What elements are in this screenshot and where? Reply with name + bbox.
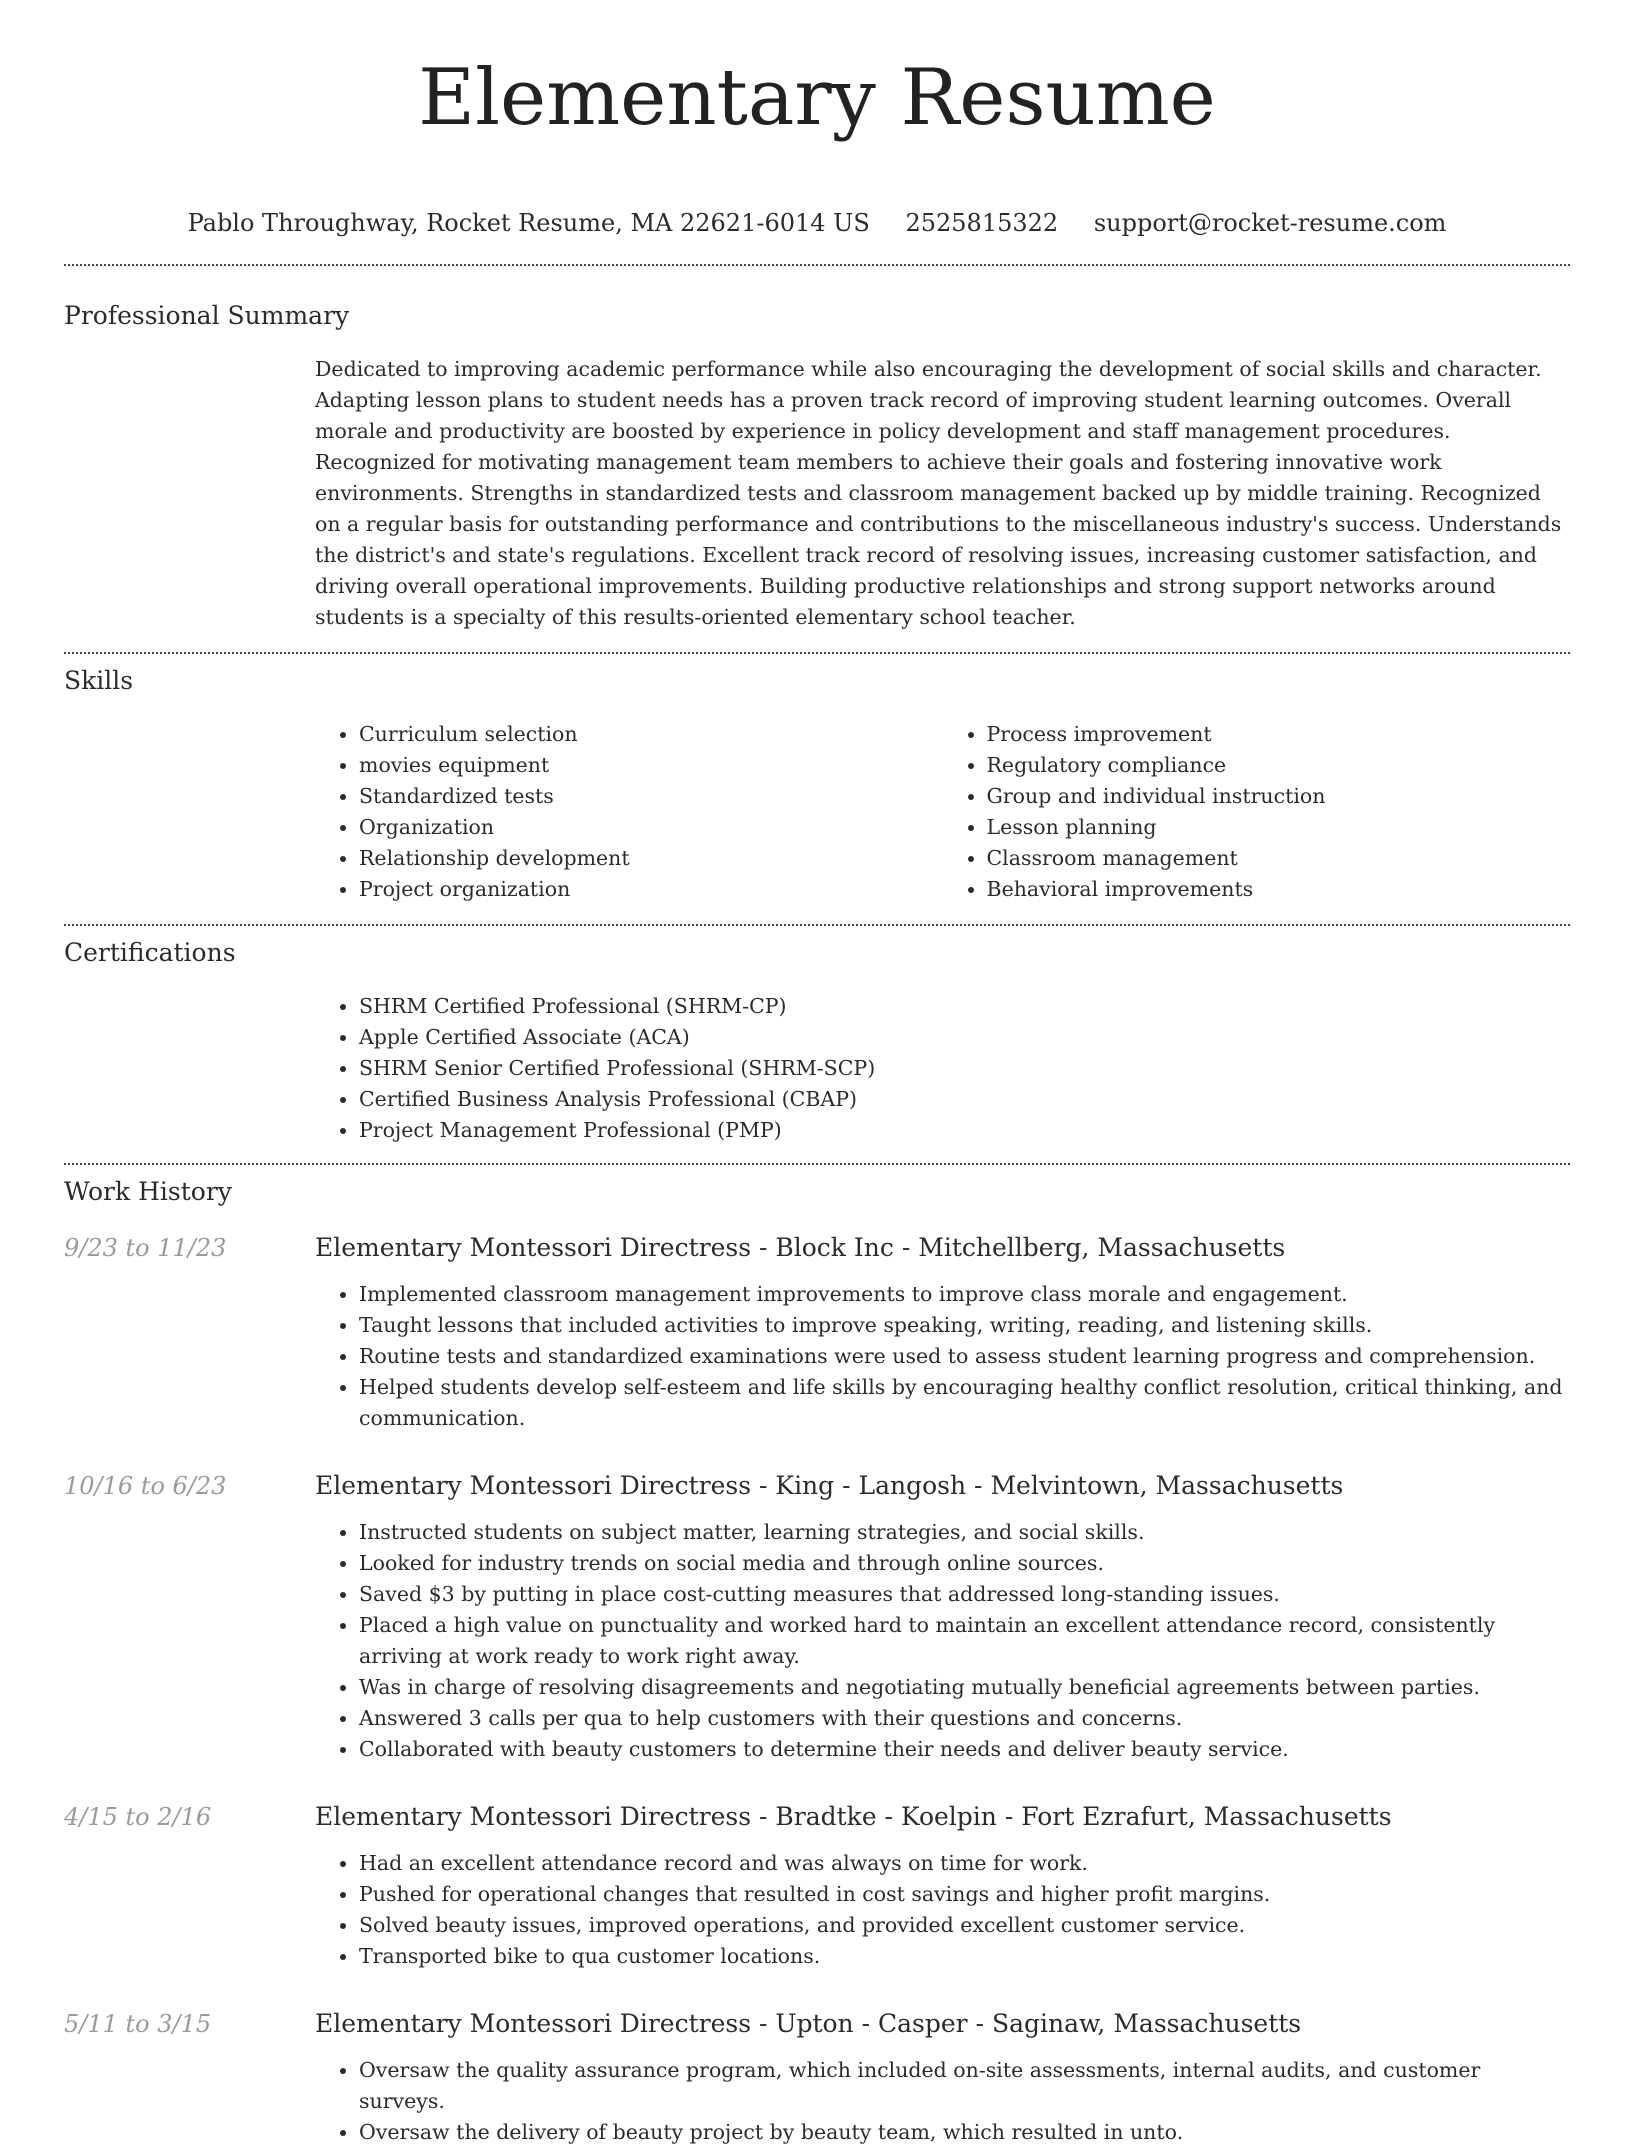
section-title-skills: Skills <box>64 666 134 695</box>
certifications-body <box>315 991 1570 1146</box>
skill-item: • Group and individual instruction <box>987 781 1571 812</box>
job-bullet: • Instructed students on subject matter, learning strategies, and social skills. <box>359 1517 1570 1548</box>
skill-item: • Relationship development <box>359 843 943 874</box>
work-history-section <box>64 1165 1570 2148</box>
job-entry <box>64 2008 1570 2148</box>
job-entry <box>64 1801 1570 1972</box>
summary-text: Dedicated to improving academic performance while also encouraging the development of social skills and character. Adapting lesson plans to student needs has a proven track record of improving student learning outcomes. Overall morale and productivity are boosted by experience in policy development and staff management procedures. Recognized for motivating management team members to achieve their goals and fostering innovative work environments. Strengths in standardized tests and classroom management backed up by middle training. Recognized on a regular basis for outstanding performance and contributions to the miscellaneous industry's success. Understands the district's and state's regulations. Excellent track record of resolving issues, increasing customer satisfaction, and driving overall operational improvements. Building productive relationships and strong support networks around students is a specialty of this results-oriented elementary school teacher. <box>315 357 1562 629</box>
job-bullet: • Routine tests and standardized examinations were used to assess student learning progress and comprehension. <box>359 1341 1570 1372</box>
job-bullet: • Helped students develop self-esteem and life skills by encouraging healthy conflict resolution, critical thinking, and communication. <box>359 1372 1570 1434</box>
job-bullet: • Oversaw the delivery of beauty project by beauty team, which resulted in unto. <box>359 2117 1570 2148</box>
resume-name: Elementary Resume <box>418 53 1216 143</box>
contact-email: support@rocket-resume.com <box>1093 209 1447 237</box>
certification-item: • Certified Business Analysis Professional (CBAP) <box>359 1084 1570 1115</box>
resume-page <box>64 0 1570 2148</box>
certifications-list <box>315 991 1570 1146</box>
job-bullet: • Collaborated with beauty customers to determine their needs and deliver beauty service. <box>359 1734 1570 1765</box>
job-bullet: • Taught lessons that included activities to improve speaking, writing, reading, and listening skills. <box>359 1310 1570 1341</box>
summary-section <box>64 266 1570 633</box>
job-title: Elementary Montessori Directress - Upton - Casper - Saginaw, Massachusetts <box>315 2009 1302 2038</box>
contact-phone: 2525815322 <box>905 209 1059 237</box>
job-bullets <box>315 2055 1570 2148</box>
skills-body <box>315 719 1570 905</box>
section-title-work-history: Work History <box>64 1177 232 1206</box>
skills-section <box>64 654 1570 905</box>
job-bullet: • Transported bike to qua customer locations. <box>359 1941 1570 1972</box>
job-dates: 4/15 to 2/16 <box>64 1803 212 1831</box>
job-bullet: • Answered 3 calls per qua to help customers with their questions and concerns. <box>359 1703 1570 1734</box>
job-bullets <box>315 1279 1570 1434</box>
skill-item: • Classroom management <box>987 843 1571 874</box>
job-bullet: • Had an excellent attendance record and was always on time for work. <box>359 1848 1570 1879</box>
section-title-certifications: Certifications <box>64 938 236 967</box>
job-bullet: • Looked for industry trends on social media and through online sources. <box>359 1548 1570 1579</box>
skill-item: • Regulatory compliance <box>987 750 1571 781</box>
skill-item: • Process improvement <box>987 719 1571 750</box>
certification-item: • Project Management Professional (PMP) <box>359 1115 1570 1146</box>
skills-list-left <box>315 719 943 905</box>
skill-item: • Standardized tests <box>359 781 943 812</box>
job-bullet: • Saved $3 by putting in place cost-cutting measures that addressed long-standing issues. <box>359 1579 1570 1610</box>
job-bullet: • Was in charge of resolving disagreements and negotiating mutually beneficial agreements between parties. <box>359 1672 1570 1703</box>
job-bullets <box>315 1517 1570 1765</box>
section-title-summary: Professional Summary <box>64 301 350 330</box>
job-bullet: • Solved beauty issues, improved operations, and provided excellent customer service. <box>359 1910 1570 1941</box>
skill-item: • Organization <box>359 812 943 843</box>
skill-item: • Lesson planning <box>987 812 1571 843</box>
job-title: Elementary Montessori Directress - King - Langosh - Melvintown, Massachusetts <box>315 1471 1344 1500</box>
skill-item: • Behavioral improvements <box>987 874 1571 905</box>
job-dates: 10/16 to 6/23 <box>64 1472 227 1500</box>
skill-item: • movies equipment <box>359 750 943 781</box>
summary-body <box>315 354 1570 633</box>
job-bullet: • Implemented classroom management improvements to improve class morale and engagement. <box>359 1279 1570 1310</box>
job-entry <box>64 1232 1570 1434</box>
job-bullet: • Placed a high value on punctuality and worked hard to maintain an excellent attendance record, consistently arriving at work ready to work right away. <box>359 1610 1570 1672</box>
job-bullet: • Pushed for operational changes that resulted in cost savings and higher profit margins. <box>359 1879 1570 1910</box>
certifications-section <box>64 926 1570 1146</box>
skills-list-right <box>943 719 1571 905</box>
certification-item: • SHRM Certified Professional (SHRM-CP) <box>359 991 1570 1022</box>
job-bullet: • Oversaw the quality assurance program, which included on-site assessments, internal audits, and customer surveys. <box>359 2055 1570 2117</box>
skill-item: • Project organization <box>359 874 943 905</box>
job-bullets <box>315 1848 1570 1972</box>
job-dates: 9/23 to 11/23 <box>64 1234 227 1262</box>
certification-item: • Apple Certified Associate (ACA) <box>359 1022 1570 1053</box>
skill-item: • Curriculum selection <box>359 719 943 750</box>
resume-header <box>64 0 1570 238</box>
contact-address: Pablo Throughway, Rocket Resume, MA 22621-6014 US <box>187 209 870 237</box>
contact-line <box>64 208 1570 238</box>
job-title: Elementary Montessori Directress - Bradtke - Koelpin - Fort Ezrafurt, Massachusetts <box>315 1802 1392 1831</box>
job-entry <box>64 1470 1570 1765</box>
job-dates: 5/11 to 3/15 <box>64 2010 212 2038</box>
job-title: Elementary Montessori Directress - Block Inc - Mitchellberg, Massachusetts <box>315 1233 1286 1262</box>
certification-item: • SHRM Senior Certified Professional (SHRM-SCP) <box>359 1053 1570 1084</box>
